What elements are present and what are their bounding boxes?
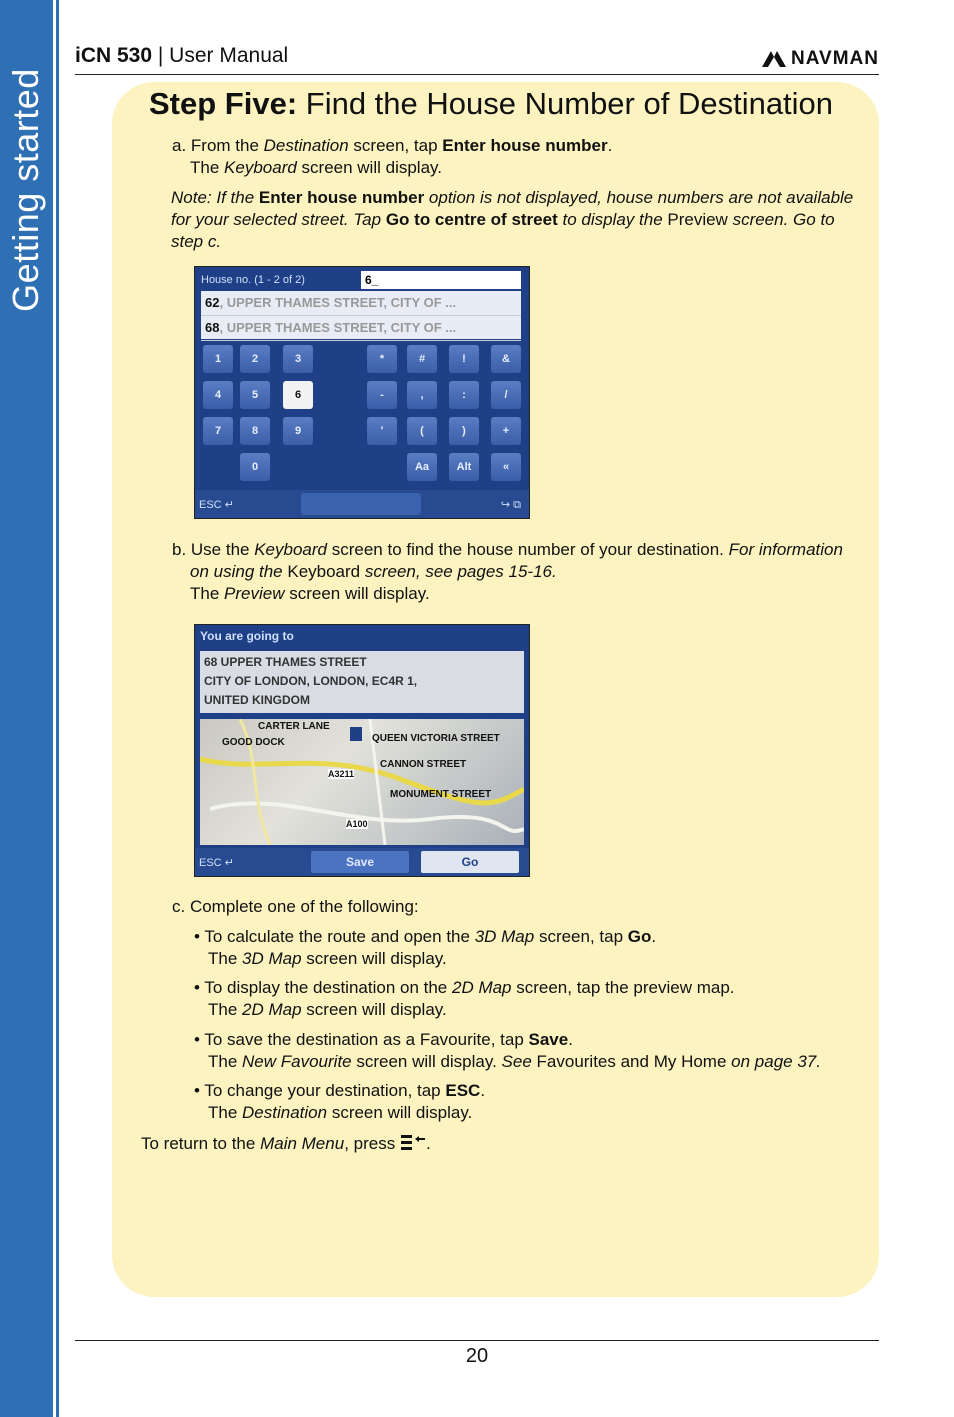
house-no-label: House no. (1 - 2 of 2) (201, 274, 305, 286)
key-rparen[interactable]: ) (449, 417, 479, 445)
map-label: CANNON STREET (380, 759, 467, 770)
header-title: iCN 530 | User Manual (75, 44, 289, 67)
sidebar-tab (0, 0, 53, 1417)
preview-heading: You are going to (200, 629, 294, 643)
key-8[interactable]: 8 (240, 417, 270, 445)
navman-logo-icon (761, 50, 787, 68)
next-button[interactable]: ↪ ⧉ (500, 499, 521, 511)
map-label: MONUMENT STREET (390, 789, 492, 800)
key-amp[interactable]: & (491, 345, 521, 373)
space-button[interactable] (301, 493, 421, 515)
key-2[interactable]: 2 (240, 345, 270, 373)
house-number-input[interactable]: 6_ (361, 271, 521, 289)
house-list (201, 291, 521, 339)
key-dash[interactable]: - (367, 381, 397, 409)
manual-label: User Manual (169, 44, 289, 67)
key-6[interactable]: 6 (283, 381, 313, 409)
keyboard-screenshot (194, 266, 530, 519)
map-label: CARTER LANE (258, 721, 330, 732)
key-excl[interactable]: ! (449, 345, 479, 373)
preview-toolbar (195, 848, 529, 876)
list-item[interactable]: 62, UPPER THAMES STREET, CITY OF ... (201, 291, 521, 316)
save-button[interactable]: Save (311, 851, 409, 873)
note-text: Note: If the Enter house number option is not displayed, house numbers are not available for your selected street. Tap Go to centre of street to display the Preview screen. Go to step c. (171, 188, 854, 251)
key-lparen[interactable]: ( (407, 417, 437, 445)
esc-button[interactable]: ESC ↵ (199, 499, 234, 511)
bullet-esc: • To change your destination, tap ESC. The Destination screen will display. (194, 1081, 486, 1122)
navman-logo: NAVMAN (761, 48, 879, 70)
key-3[interactable]: 3 (283, 345, 313, 373)
key-backspace[interactable]: « (491, 453, 521, 481)
key-case[interactable]: Aa (407, 453, 437, 481)
key-1[interactable]: 1 (203, 345, 233, 373)
key-5[interactable]: 5 (240, 381, 270, 409)
map-label: A100 (346, 819, 368, 829)
step-a: a. From the Destination screen, tap Enter house number. The Keyboard screen will display. (172, 136, 613, 177)
key-colon[interactable]: : (449, 381, 479, 409)
footer-divider (75, 1340, 879, 1341)
list-item[interactable]: 68, UPPER THAMES STREET, CITY OF ... (201, 316, 521, 341)
key-slash[interactable]: / (491, 381, 521, 409)
map-label: GOOD DOCK (222, 737, 285, 748)
destination-address: 68 UPPER THAMES STREET CITY OF LONDON, LONDON, EC4R 1, UNITED KINGDOM (200, 651, 524, 713)
key-star[interactable]: * (367, 345, 397, 373)
map-label: QUEEN VICTORIA STREET (372, 733, 500, 744)
preview-map[interactable] (200, 719, 524, 845)
key-0[interactable]: 0 (240, 453, 270, 481)
page-number: 20 (465, 1345, 489, 1367)
sidebar-label: Getting started (5, 68, 46, 312)
key-hash[interactable]: # (407, 345, 437, 373)
bullet-2d-map: • To display the destination on the 2D Map screen, tap the preview map. The 2D Map screen will display. (194, 978, 735, 1019)
preview-screenshot (194, 624, 530, 877)
bullet-save: • To save the destination as a Favourite, tap Save. The New Favourite screen will display. See Favourites and My Home on page 37. (194, 1030, 821, 1071)
page-title: Step Five: Find the House Number of Destination (149, 86, 834, 121)
model-name: iCN 530 (75, 44, 153, 67)
key-apos[interactable]: ' (367, 417, 397, 445)
key-plus[interactable]: + (491, 417, 521, 445)
key-alt[interactable]: Alt (449, 453, 479, 481)
go-button[interactable]: Go (421, 851, 519, 873)
step-b: b. Use the Keyboard screen to find the house number of your destination. For information on using the Keyboard screen, see pages 15-16. The Preview screen will display. (172, 540, 843, 603)
key-9[interactable]: 9 (283, 417, 313, 445)
bullet-go: • To calculate the route and open the 3D Map screen, tap Go. The 3D Map screen will display. (194, 927, 657, 968)
esc-button[interactable]: ESC ↵ (199, 857, 234, 869)
main-menu-icon (400, 1133, 426, 1151)
key-4[interactable]: 4 (203, 381, 233, 409)
key-7[interactable]: 7 (203, 417, 233, 445)
return-instruction: To return to the Main Menu, press . (141, 1134, 431, 1153)
step-c-intro: c. Complete one of the following: (172, 897, 419, 916)
keyboard-toolbar (195, 490, 529, 518)
key-comma[interactable]: , (407, 381, 437, 409)
map-label: A3211 (328, 769, 355, 779)
page-header (75, 40, 879, 75)
